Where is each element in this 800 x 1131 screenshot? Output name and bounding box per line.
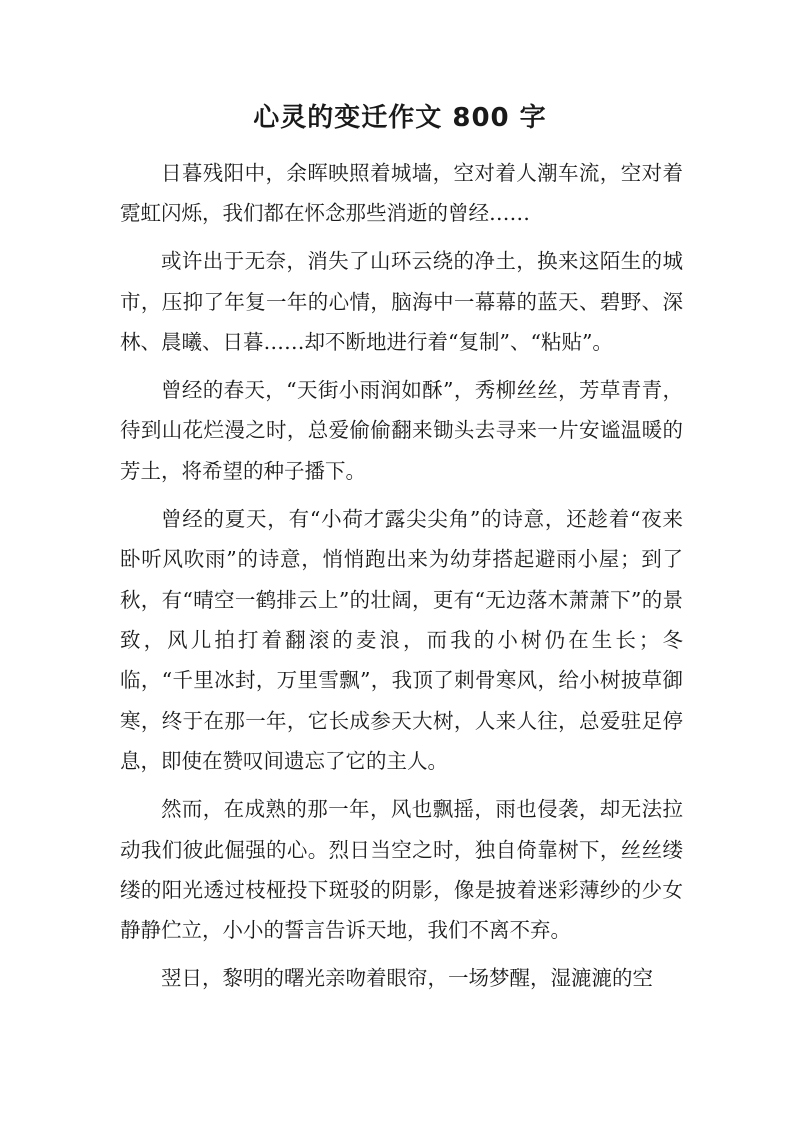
paragraph: 翌日，黎明的曙光亲吻着眼帘，一场梦醒，湿漉漉的空 [161,966,653,991]
paragraph: 曾经的夏天，有“小荷才露尖尖角”的诗意，还趁着“夜来卧听风吹雨”的诗意，悄悄跑出来为幼芽搭起避雨小屋；到了秋，有“晴空一鹤排云上”的壮阔，更有“无边落木萧萧下”的景致，风儿拍打着翻滚的麦浪，而我的小树仍在生长；冬临，“千里冰封，万里雪飘”，我顶了刺骨寒风，给小树披草御寒，终于在那一年，它长成参天大树，人来人往，总爱驻足停息，即使在赞叹间遗忘了它的主人。 [120,506,683,774]
essay-body [120,153,683,1006]
paragraph: 或许出于无奈，消失了山环云绕的净土，换来这陌生的城市，压抑了年复一年的心情，脑海中一幕幕的蓝天、碧野、深林、晨曦、日暮……却不断地进行着“复制”、“粘贴”。 [120,249,683,355]
paragraph: 曾经的春天，“天街小雨润如酥”，秀柳丝丝，芳草青青，待到山花烂漫之时，总爱偷偷翻来锄头去寻来一片安谧温暖的芳土，将希望的种子播下。 [120,378,683,483]
paragraph: 日暮残阳中，余晖映照着城墙，空对着人潮车流，空对着霓虹闪烁，我们都在怀念那些消逝的曾经…… [120,161,683,226]
paragraph: 然而，在成熟的那一年，风也飘摇，雨也侵袭，却无法拉动我们彼此倔强的心。烈日当空之时，独自倚靠树下，丝丝缕缕的阳光透过枝桠投下斑驳的阴影，像是披着迷彩薄纱的少女静静伫立，小小的誓言告诉天地，我们不离不弃。 [120,797,683,943]
page-title: 心灵的变迁作文 800 字 [253,103,547,133]
